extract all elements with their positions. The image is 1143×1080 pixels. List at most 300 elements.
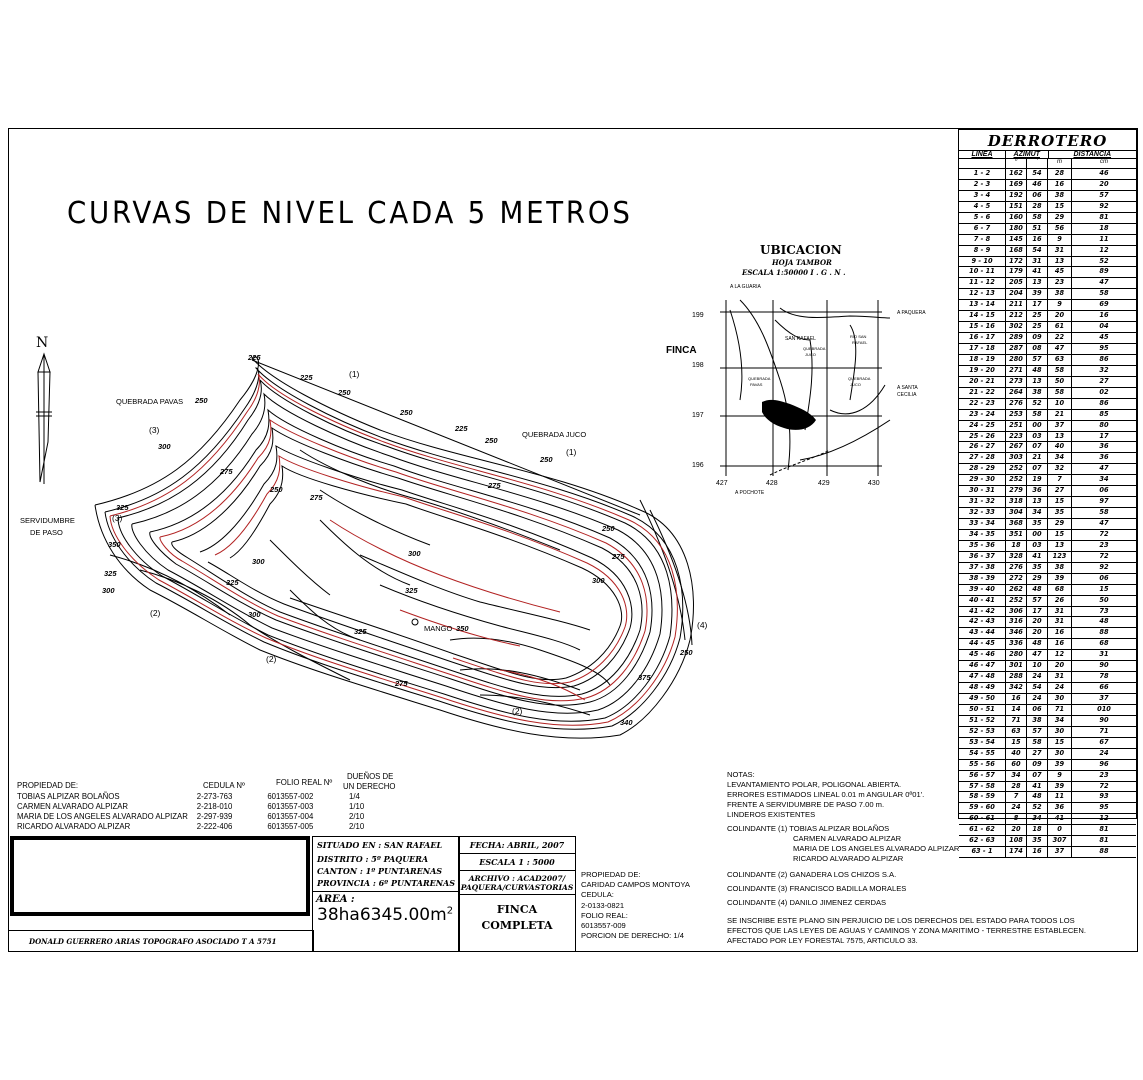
owner-folio: 6013557-002 [267,792,314,801]
row-dist-cm: 12 [1099,245,1109,254]
header-distancia: DISTANCIA [1073,151,1112,158]
row-azimut-min: 06 [1027,705,1048,715]
situado-text: SITUADO EN : SAN RAFAEL [317,840,443,850]
row-azimut-deg: 28 [1006,782,1027,792]
row-dist-m: 45 [1048,267,1072,277]
servidumbre-label-2: DE PASO [30,528,63,537]
row-dist-m: 32 [1048,464,1072,474]
row-dist-cm: 95 [1099,344,1109,352]
derrotero-row [959,749,1136,760]
row-dist-m: 15 [1048,530,1072,540]
row-linea: 37 - 38 [959,563,1006,573]
row-azimut-deg: 174 [1006,847,1027,857]
row-dist-m: 21 [1048,410,1072,420]
row-azimut-min: 48 [1027,792,1048,802]
row-dist-m: 24 [1048,683,1072,693]
row-azimut-min: 13 [1027,278,1048,288]
row-dist-m: 36 [1048,803,1072,813]
area-unit-sup: 2 [446,905,454,917]
row-azimut-min: 13 [1027,497,1048,507]
row-linea: 17 - 18 [959,344,1006,354]
row-dist-m: 9 [1048,235,1072,245]
owner-derecho: 2/10 [349,812,365,821]
row-azimut-deg: 211 [1006,300,1027,310]
derrotero-row [959,760,1136,771]
place-label: A PAQUERA [897,310,926,316]
derrotero-row [959,388,1136,399]
derrotero-row [959,377,1136,388]
derrotero-row [959,541,1136,552]
row-dist-m: 20 [1048,661,1072,671]
owner-row [17,822,407,832]
distrito-text: DISTRITO : 5º PAQUERA [317,854,429,864]
derrotero-row [959,727,1136,738]
derrotero-row [959,421,1136,432]
contour-label: 325 [405,586,418,595]
row-azimut-min: 21 [1027,453,1048,463]
row-dist-m: 34 [1048,716,1072,726]
row-dist-m: 35 [1048,508,1072,518]
row-azimut-min: 07 [1027,464,1048,474]
owner-name: RICARDO ALVARADO ALPIZAR [17,822,131,831]
row-linea: 13 - 14 [959,300,1006,310]
header-azimut: AZIMUT [1006,151,1049,158]
row-linea: 33 - 34 [959,519,1006,529]
owners-header-duenos: DUEÑOS DE [347,772,394,781]
subheader-meters: m [1048,159,1072,168]
row-linea: 39 - 40 [959,585,1006,595]
note-line: LINDEROS EXISTENTES [727,810,816,819]
row-dist-m: 9 [1048,771,1072,781]
north-label: N [36,335,49,351]
row-azimut-deg: 262 [1006,585,1027,595]
row-azimut-min: 36 [1027,486,1048,496]
row-azimut-deg: 264 [1006,388,1027,398]
place-label: A POCHOTE [735,490,765,496]
row-azimut-deg: 302 [1006,322,1027,332]
derrotero-row [959,213,1136,224]
row-azimut-deg: 251 [1006,421,1027,431]
row-azimut-min: 08 [1027,344,1048,354]
row-azimut-min: 27 [1027,749,1048,759]
grid-label-y: 199 [692,312,704,319]
row-azimut-min: 38 [1027,716,1048,726]
derrotero-row [959,738,1136,749]
row-azimut-min: 25 [1027,311,1048,321]
place-label: QUEBRADA [748,376,771,381]
row-linea: 16 - 17 [959,333,1006,343]
contour-label: 250 [338,388,351,397]
row-dist-m: 38 [1048,289,1072,299]
owner-cedula: 2-273-763 [196,792,233,801]
row-azimut-deg: 204 [1006,289,1027,299]
surveyor-name: DONALD GUERRERO ARIAS TOPOGRAFO ASOCIADO T A 5751 [29,937,277,946]
row-dist-cm: 58 [1099,289,1109,298]
provincia-text: PROVINCIA : 6º PUNTARENAS [317,878,456,888]
place-label: QUEBRADA [848,376,871,381]
row-linea: 47 - 48 [959,672,1006,682]
canton-text: CANTON : 1º PUNTARENAS [317,866,443,876]
note-line: RICARDO ALVARADO ALPIZAR [793,854,904,863]
row-dist-cm: 90 [1099,715,1109,724]
derrotero-row [959,617,1136,628]
row-linea: 22 - 23 [959,399,1006,409]
row-azimut-min: 39 [1027,289,1048,299]
property-line: 6013557-009 [581,921,626,931]
row-dist-cm: 31 [1099,650,1109,659]
row-linea: 46 - 47 [959,661,1006,671]
row-dist-cm: 81 [1099,825,1109,834]
property-line: CEDULA: [581,890,614,900]
row-azimut-deg: 316 [1006,617,1027,627]
row-azimut-min: 34 [1027,508,1048,518]
colindante-marker: (1) [349,369,360,379]
row-linea: 25 - 26 [959,432,1006,442]
row-linea: 2 - 3 [959,180,1006,190]
row-linea: 32 - 33 [959,508,1006,518]
row-linea: 35 - 36 [959,541,1006,551]
row-azimut-min: 17 [1027,607,1048,617]
owners-header-propiedad: PROPIEDAD DE: [17,781,79,790]
row-azimut-min: 16 [1027,235,1048,245]
row-azimut-min: 48 [1027,585,1048,595]
grid-label-y: 198 [692,362,704,369]
property-line: FOLIO REAL: [581,910,628,920]
place-label: A LA GUARIA [730,284,761,290]
row-linea: 20 - 21 [959,377,1006,387]
row-azimut-min: 03 [1027,432,1048,442]
row-azimut-min: 57 [1027,596,1048,606]
contour-label: 225 [248,353,261,362]
row-dist-m: 307 [1048,836,1072,846]
row-dist-m: 68 [1048,585,1072,595]
note-line: COLINDANTE (4) DANILO JIMENEZ CERDAS [727,898,887,907]
contour-label: 275 [612,552,625,561]
row-linea: 57 - 58 [959,782,1006,792]
property-line: CARIDAD CAMPOS MONTOYA [581,880,690,890]
owner-derecho: 2/10 [349,822,365,831]
row-dist-cm: 85 [1099,409,1109,418]
contour-label: 225 [300,373,313,382]
row-linea: 55 - 56 [959,760,1006,770]
row-azimut-min: 54 [1027,169,1048,179]
row-azimut-min: 07 [1027,771,1048,781]
derrotero-row [959,672,1136,683]
contour-label: 250 [680,648,693,657]
row-dist-cm: 95 [1099,803,1109,812]
row-azimut-min: 54 [1027,683,1048,693]
row-azimut-deg: 351 [1006,530,1027,540]
row-azimut-deg: 287 [1006,344,1027,354]
row-azimut-deg: 8 [1006,814,1027,824]
contour-label: 325 [116,503,129,512]
north-arrow-icon [34,352,54,488]
derrotero-row [959,661,1136,672]
owners-header-derecho: UN DERECHO [343,782,396,791]
row-linea: 54 - 55 [959,749,1006,759]
area-value-wrap [313,905,459,925]
derrotero-row [959,607,1136,618]
row-dist-m: 10 [1048,399,1072,409]
row-azimut-deg: 336 [1006,639,1027,649]
row-dist-m: 71 [1048,705,1072,715]
contour-label: 325 [226,578,239,587]
row-azimut-min: 09 [1027,760,1048,770]
owner-name: TOBIAS ALPIZAR BOLAÑOS [17,792,120,801]
row-linea: 5 - 6 [959,213,1006,223]
row-linea: 52 - 53 [959,727,1006,737]
row-dist-cm: 72 [1099,551,1109,560]
place-label: RAFAEL [852,340,868,345]
derrotero-row [959,399,1136,410]
row-linea: 19 - 20 [959,366,1006,376]
row-dist-m: 37 [1048,421,1072,431]
row-dist-cm: 89 [1099,267,1109,276]
derrotero-row [959,300,1136,311]
row-dist-cm: 50 [1099,595,1109,604]
row-dist-cm: 47 [1099,519,1109,527]
row-azimut-deg: 192 [1006,191,1027,201]
row-dist-m: 39 [1048,574,1072,584]
row-azimut-min: 48 [1027,639,1048,649]
derrotero-row [959,180,1136,191]
row-azimut-min: 47 [1027,650,1048,660]
row-dist-cm: 69 [1099,300,1109,309]
owner-row [17,802,407,812]
row-azimut-deg: 279 [1006,486,1027,496]
row-azimut-deg: 179 [1006,267,1027,277]
row-azimut-deg: 306 [1006,607,1027,617]
row-dist-cm: 92 [1099,562,1109,571]
grid-label-y: 196 [692,462,704,469]
row-azimut-deg: 280 [1006,650,1027,660]
row-azimut-min: 28 [1027,202,1048,212]
contour-label: 275 [395,679,408,688]
row-azimut-min: 17 [1027,300,1048,310]
row-dist-cm: 72 [1099,781,1109,790]
colindante-marker: (2) [512,706,523,716]
archivo-text-1: ARCHIVO : ACAD2007/ [468,874,566,883]
fecha-text: FECHA: ABRIL, 2007 [469,840,565,850]
row-linea: 14 - 15 [959,311,1006,321]
derrotero-row [959,705,1136,716]
row-dist-cm: 52 [1099,256,1109,265]
row-dist-cm: 96 [1099,759,1109,768]
row-linea: 8 - 9 [959,246,1006,256]
derrotero-row [959,639,1136,650]
row-azimut-deg: 168 [1006,246,1027,256]
row-dist-m: 15 [1048,497,1072,507]
row-azimut-min: 16 [1027,847,1048,857]
row-dist-cm: 15 [1099,584,1109,593]
row-dist-m: 38 [1048,191,1072,201]
grid-label-x: 429 [818,480,830,487]
contour-label: 250 [400,408,413,417]
derrotero-row [959,650,1136,661]
row-dist-cm: 46 [1099,169,1109,177]
row-linea: 18 - 19 [959,355,1006,365]
row-azimut-min: 06 [1027,191,1048,201]
row-azimut-deg: 289 [1006,333,1027,343]
row-dist-cm: 37 [1099,694,1109,702]
place-label: QUEBRADA [803,346,826,351]
row-azimut-min: 41 [1027,552,1048,562]
row-linea: 30 - 31 [959,486,1006,496]
row-azimut-deg: 162 [1006,169,1027,179]
row-dist-cm: 45 [1099,333,1109,342]
row-linea: 24 - 25 [959,421,1006,431]
note-line: CARMEN ALVARADO ALPIZAR [793,834,902,843]
row-azimut-min: 57 [1027,727,1048,737]
row-azimut-deg: 60 [1006,760,1027,770]
row-azimut-deg: 328 [1006,552,1027,562]
subheader-degrees: º [1006,159,1027,168]
row-dist-cm: 47 [1099,278,1109,287]
row-azimut-deg: 180 [1006,224,1027,234]
derrotero-row [959,366,1136,377]
row-dist-m: 12 [1048,650,1072,660]
row-azimut-min: 34 [1027,814,1048,824]
row-dist-cm: 88 [1099,847,1109,856]
row-azimut-min: 46 [1027,180,1048,190]
derrotero-row [959,267,1136,278]
row-azimut-deg: 223 [1006,432,1027,442]
row-azimut-deg: 7 [1006,792,1027,802]
row-azimut-deg: 151 [1006,202,1027,212]
contour-label: 250 [270,485,283,494]
colindante-marker: (2) [150,608,161,618]
row-dist-cm: 81 [1099,836,1109,845]
row-dist-m: 31 [1048,617,1072,627]
contour-label: 250 [602,524,615,533]
archivo-text-2: PAQUERA/CURVASTORIAS [460,883,574,892]
row-dist-m: 22 [1048,333,1072,343]
row-linea: 38 - 39 [959,574,1006,584]
row-dist-m: 15 [1048,738,1072,748]
derrotero-row [959,344,1136,355]
row-azimut-min: 35 [1027,519,1048,529]
row-dist-cm: 66 [1099,683,1109,692]
row-dist-m: 31 [1048,246,1072,256]
note-line: FRENTE A SERVIDUMBRE DE PASO 7.00 m. [727,800,885,809]
contour-label: 300 [252,557,265,566]
derrotero-subheader [959,159,1136,169]
derrotero-row [959,475,1136,486]
row-linea: 51 - 52 [959,716,1006,726]
row-azimut-min: 24 [1027,694,1048,704]
row-azimut-deg: 16 [1006,694,1027,704]
note-line: SE INSCRIBE ESTE PLANO SIN PERJUICIO DE LOS DERECHOS DEL ESTADO PARA TODOS LOS [727,916,1075,925]
row-dist-cm: 23 [1099,540,1109,549]
row-linea: 28 - 29 [959,464,1006,474]
derrotero-row [959,235,1136,246]
derrotero-row [959,432,1136,443]
row-azimut-min: 35 [1027,836,1048,846]
derrotero-row [959,552,1136,563]
row-linea: 48 - 49 [959,683,1006,693]
row-azimut-deg: 271 [1006,366,1027,376]
owner-folio: 6013557-003 [267,802,314,811]
owners-table [17,772,407,832]
row-azimut-deg: 20 [1006,825,1027,835]
quebrada-pavas-label: QUEBRADA PAVAS [116,397,184,406]
row-linea: 36 - 37 [959,552,1006,562]
row-dist-cm: 47 [1099,464,1109,473]
note-line: AFECTADO POR LEY FORESTAL 7575, ARTICULO 33. [727,936,918,945]
derrotero-row [959,333,1136,344]
row-linea: 31 - 32 [959,497,1006,507]
row-linea: 10 - 11 [959,267,1006,277]
row-azimut-min: 41 [1027,267,1048,277]
place-label: CECILIA [897,392,917,398]
row-linea: 41 - 42 [959,607,1006,617]
location-map [700,280,930,500]
row-linea: 62 - 63 [959,836,1006,846]
row-linea: 49 - 50 [959,694,1006,704]
row-azimut-min: 58 [1027,410,1048,420]
row-dist-cm: 80 [1099,420,1109,429]
row-linea: 59 - 60 [959,803,1006,813]
area-label: AREA : [316,894,355,905]
row-dist-m: 58 [1048,388,1072,398]
row-dist-cm: 90 [1099,661,1109,670]
row-dist-cm: 73 [1099,606,1109,615]
row-dist-cm: 36 [1099,453,1109,462]
row-azimut-min: 09 [1027,333,1048,343]
row-dist-m: 40 [1048,442,1072,452]
row-linea: 23 - 24 [959,410,1006,420]
owner-name: MARIA DE LOS ANGELES ALVARADO ALPIZAR [17,812,188,821]
contour-label: 340 [620,718,633,727]
owners-header-cedula: CEDULA Nº [203,781,245,790]
row-dist-m: 30 [1048,749,1072,759]
colindante-marker: (4) [697,620,708,630]
derrotero-row [959,410,1136,421]
row-dist-cm: 88 [1099,628,1109,637]
row-azimut-min: 57 [1027,355,1048,365]
row-dist-cm: 11 [1099,234,1109,243]
row-dist-cm: 06 [1099,486,1109,495]
row-dist-m: 9 [1048,300,1072,310]
grid-label-x: 430 [868,480,880,487]
row-azimut-deg: 205 [1006,278,1027,288]
contour-label: 325 [104,569,117,578]
property-line: PORCION DE DERECHO: 1/4 [581,931,684,941]
owner-name: CARMEN ALVARADO ALPIZAR [17,802,129,811]
grid-label-x: 428 [766,480,778,487]
derrotero-row [959,442,1136,453]
row-azimut-deg: 303 [1006,453,1027,463]
row-azimut-deg: 318 [1006,497,1027,507]
row-dist-m: 15 [1048,202,1072,212]
row-azimut-deg: 368 [1006,519,1027,529]
row-azimut-deg: 342 [1006,683,1027,693]
row-azimut-min: 31 [1027,257,1048,267]
row-azimut-min: 00 [1027,530,1048,540]
row-linea: 45 - 46 [959,650,1006,660]
row-linea: 6 - 7 [959,224,1006,234]
row-azimut-deg: 212 [1006,311,1027,321]
row-linea: 60 - 61 [959,814,1006,824]
note-line: MARIA DE LOS ANGELES ALVARADO ALPIZAR [793,844,960,853]
subheader-minutes: ' [1027,159,1048,168]
row-dist-cm: 04 [1099,322,1109,331]
note-line: LEVANTAMIENTO POLAR, POLIGONAL ABIERTA. [727,780,902,789]
row-azimut-deg: 272 [1006,574,1027,584]
row-dist-m: 30 [1048,694,1072,704]
row-dist-m: 29 [1048,519,1072,529]
colindante-marker: (2) [266,654,277,664]
